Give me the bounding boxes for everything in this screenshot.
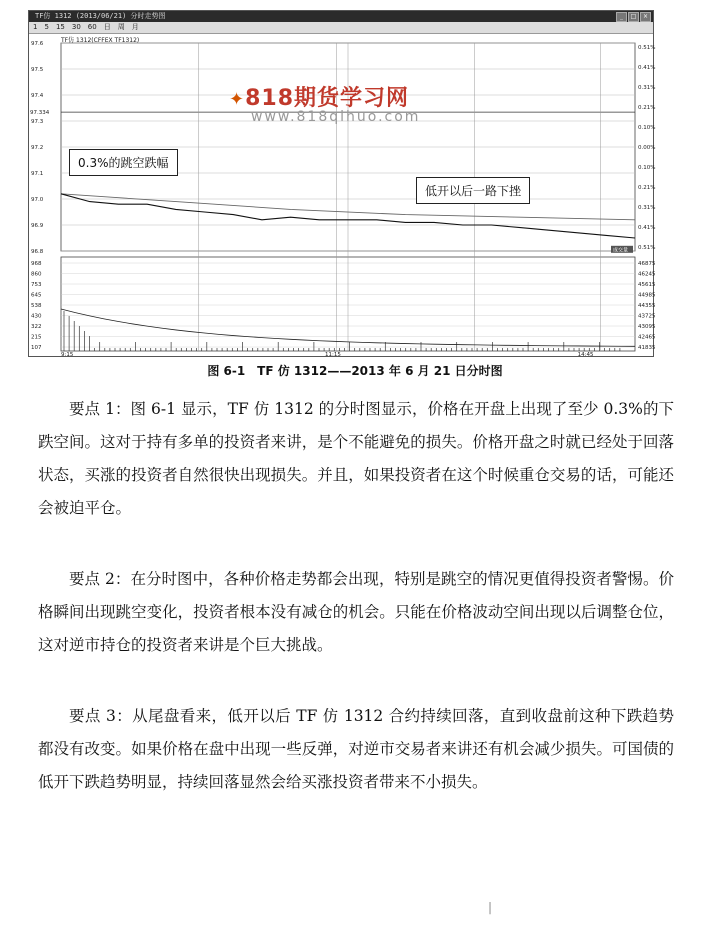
- oi-tick-label: 41835: [638, 345, 656, 351]
- oi-tick-label: 43725: [638, 313, 656, 320]
- percent-tick-label: 0.10%: [638, 165, 656, 171]
- window-controls: [616, 12, 651, 22]
- oi-tick-label: 42465: [638, 334, 656, 341]
- volume-tick-label: 645: [31, 292, 42, 299]
- maximize-icon[interactable]: □: [628, 12, 639, 22]
- price-tick-label: 97.4: [31, 93, 44, 99]
- paragraph-3: 要点 3：从尾盘看来，低开以后 TF 仿 1312 合约持续回落，直到收盘前这种下跌趋势都没有改变。如果价格在盘中出现一些反弹，对逆市交易者来讲还有机会减少损失。可国债的低开下跌趋势明显，持续回落显然会给买涨投资者带来不小损失。: [38, 707, 674, 791]
- window-title: TF仿 1312 (2013/06/21) 分时走势图: [29, 11, 653, 22]
- minimize-icon[interactable]: _: [616, 12, 627, 22]
- price-tick-label: 97.3: [31, 119, 44, 125]
- time-label: 14:45: [577, 352, 594, 358]
- paragraph-2: 要点 2：在分时图中，各种价格走势都会出现，特别是跳空的情况更值得投资者警惕。价格瞬间出现跳空变化，投资者根本没有减仓的机会。只能在价格波动空间出现以后调整仓位，这对逆市持仓的投资者来讲是个巨大挑战。: [38, 570, 674, 654]
- watermark-url: www.818qihuo.com: [251, 109, 421, 125]
- percent-tick-label: 0.51%: [638, 245, 656, 251]
- period-button-1[interactable]: 5: [44, 23, 49, 31]
- percent-tick-label: 0.10%: [638, 125, 656, 131]
- volume-tick-label: 322: [31, 324, 42, 330]
- period-button-5[interactable]: 日: [103, 23, 111, 31]
- oi-tick-label: 45615: [638, 282, 656, 288]
- prev-close-label: 97.334: [30, 110, 50, 117]
- close-icon[interactable]: ×: [640, 12, 651, 22]
- price-tick-label: 96.8: [31, 249, 44, 255]
- oi-tick-label: 44355: [638, 303, 656, 309]
- percent-tick-label: 0.41%: [638, 65, 656, 71]
- percent-tick-label: 0.00%: [638, 145, 656, 151]
- percent-tick-label: 0.51%: [638, 45, 656, 51]
- paragraph-1: 要点 1：图 6-1 显示，TF 仿 1312 的分时图显示，价格在开盘上出现了至少 0.3%的下跌空间。这对于持有多单的投资者来讲，是个不能避免的损失。价格开盘之时就已经处于回落状态，买涨的投资者自然很快出现损失。并且，如果投资者在这个时候重仓交易的话，可能还会被迫平仓。: [38, 400, 674, 517]
- period-button-6[interactable]: 周: [117, 23, 125, 31]
- period-button-4[interactable]: 60: [87, 23, 97, 31]
- time-label: 9:15: [61, 352, 74, 358]
- oi-tick-label: 43095: [638, 324, 656, 330]
- oi-tick-label: 46245: [638, 271, 656, 278]
- flame-icon: ✦: [229, 89, 246, 110]
- percent-tick-label: 0.21%: [638, 105, 656, 111]
- chart-screenshot: [28, 10, 654, 357]
- chart-label: TF仿 1312(CFFEX TF1312): [61, 37, 140, 44]
- volume-tick-label: 215: [31, 334, 42, 341]
- price-tick-label: 97.2: [31, 145, 44, 151]
- figure-caption: 图 6-1 TF 仿 1312——2013 年 6 月 21 日分时图: [207, 364, 503, 378]
- percent-tick-label: 0.21%: [638, 185, 656, 191]
- page-mark: |: [488, 900, 493, 914]
- annotation-trend: 低开以后一路下挫: [416, 177, 530, 204]
- percent-tick-label: 0.31%: [638, 205, 656, 211]
- volume-tick-label: 968: [31, 261, 42, 267]
- watermark-logo: ✦818期货学习网: [229, 86, 410, 111]
- volume-tick-label: 753: [31, 282, 42, 288]
- percent-tick-label: 0.41%: [638, 225, 656, 231]
- price-tick-label: 97.1: [31, 171, 44, 177]
- oi-tick-label: 46875: [638, 261, 656, 267]
- period-button-7[interactable]: 月: [131, 23, 139, 31]
- time-label: 11:15: [325, 352, 341, 358]
- annotation-gap: 0.3%的跳空跌幅: [69, 149, 178, 176]
- period-button-0[interactable]: 1: [33, 23, 38, 31]
- volume-tick-label: 107: [31, 345, 42, 351]
- period-button-3[interactable]: 30: [71, 23, 81, 31]
- price-tick-label: 96.9: [31, 223, 44, 229]
- volume-tick-label: 430: [31, 313, 42, 320]
- price-tick-label: 97.6: [31, 41, 44, 47]
- period-button-2[interactable]: 15: [55, 23, 65, 31]
- volume-badge-label: 成交量: [613, 247, 629, 254]
- price-tick-label: 97.0: [31, 197, 44, 203]
- price-tick-label: 97.5: [31, 67, 44, 73]
- volume-tick-label: 860: [31, 271, 42, 278]
- volume-tick-label: 538: [31, 303, 42, 309]
- oi-tick-label: 44985: [638, 292, 656, 299]
- percent-tick-label: 0.31%: [638, 85, 656, 91]
